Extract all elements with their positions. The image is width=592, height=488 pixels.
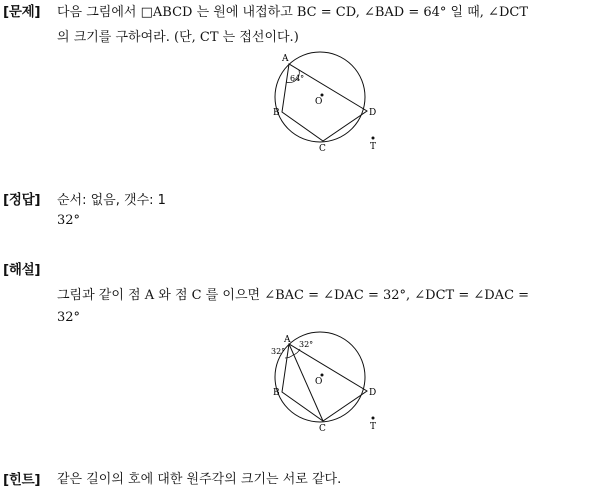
- explanation-text-line1: 그림과 같이 점 A 와 점 C 를 이으면 ∠BAC = ∠DAC = 32°, ∠DCT = ∠DAC =: [57, 288, 530, 303]
- explanation-text-line2: 32°: [57, 310, 81, 325]
- label-c: C: [319, 144, 326, 153]
- hint-text: 같은 길이의 호에 대한 원주각의 크기는 서로 같다.: [57, 472, 342, 487]
- label-d: D: [369, 108, 377, 118]
- point-t: [372, 137, 375, 140]
- answer-value: 32°: [57, 213, 81, 228]
- label-o: O: [315, 377, 323, 387]
- figure-circle-quadrilateral: [262, 48, 392, 153]
- angle-32-right: 32°: [299, 340, 314, 349]
- label-o: O: [315, 97, 323, 107]
- label-b: B: [273, 108, 280, 118]
- label-d: D: [369, 388, 377, 398]
- answer-text-line1: 순서: 없음, 갯수: 1: [57, 193, 166, 208]
- answer-label: [정답]: [3, 192, 41, 208]
- label-a: A: [282, 54, 289, 64]
- quadrilateral-abcd: [282, 344, 367, 421]
- label-a: A: [284, 335, 291, 345]
- label-b: B: [273, 388, 280, 398]
- label-c: C: [319, 424, 326, 433]
- label-t: T: [370, 422, 377, 432]
- problem-label: [문제]: [3, 4, 41, 20]
- problem-text-line2: 의 크기를 구하여라. (단, CT 는 접선이다.): [57, 30, 299, 45]
- angle-64: 64°: [290, 74, 305, 83]
- problem-text-line1: 다음 그림에서 □ABCD 는 원에 내접하고 BC = CD, ∠BAD = 64° 일 때, ∠DCT: [57, 5, 528, 20]
- explanation-label: [해설]: [3, 262, 41, 278]
- label-t: T: [370, 142, 377, 152]
- hint-label: [힌트]: [3, 472, 41, 488]
- figure-solution: [262, 328, 392, 433]
- point-t: [372, 417, 375, 420]
- angle-32-left: 32°: [271, 347, 286, 356]
